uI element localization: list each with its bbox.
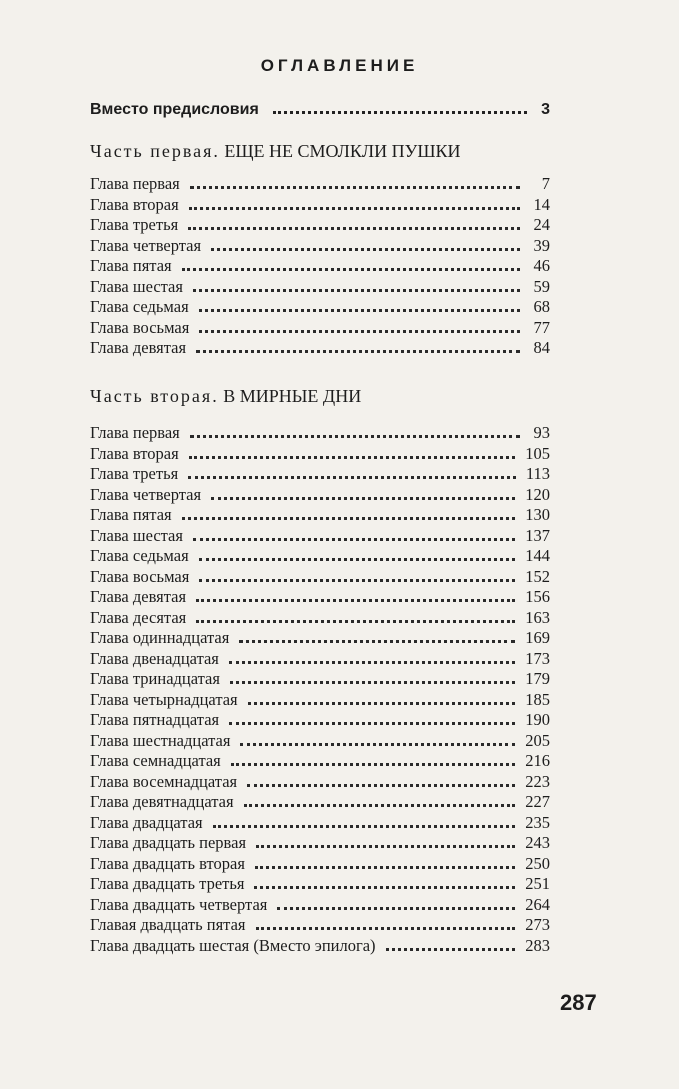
chapter-page: 190: [525, 710, 550, 729]
toc-entry: [90, 338, 550, 359]
chapter-name: Глава двенадцатая: [90, 648, 219, 668]
dot-leader: [196, 350, 520, 353]
chapter-name: Глава четвертая: [90, 484, 202, 504]
toc-entry: [90, 318, 550, 339]
chapter-name: Глава двадцать четвертая: [90, 894, 268, 914]
dot-leader: [182, 517, 516, 520]
dot-leader: [256, 845, 515, 848]
chapter-page: 77: [533, 317, 550, 337]
toc-entry: [90, 215, 550, 236]
dot-leader: [189, 456, 516, 459]
toc-entry: [90, 236, 550, 257]
chapter-name: Главая двадцать пятая: [90, 915, 246, 934]
chapter-name: Глава двадцать шестая (Вместо эпилога): [90, 935, 376, 955]
chapter-page: 273: [525, 915, 550, 934]
chapter-name: Глава четвертая: [90, 235, 202, 255]
chapter-page: 14: [533, 194, 550, 214]
dot-leader: [244, 804, 516, 807]
dot-leader: [196, 620, 515, 623]
chapter-page: 130: [525, 505, 550, 524]
chapter-name: Глава седьмая: [90, 546, 189, 565]
part-two-label: Часть вторая.: [90, 386, 219, 406]
toc-entry: [90, 710, 550, 731]
dot-leader: [247, 784, 515, 787]
chapter-page: 24: [533, 215, 550, 234]
toc-entry: [90, 587, 550, 608]
chapter-page: 105: [525, 443, 550, 463]
toc-entry: [90, 174, 550, 195]
chapter-page: 169: [525, 628, 550, 647]
toc-entry: [90, 485, 550, 506]
chapter-name: Глава восьмая: [90, 566, 190, 586]
chapter-page: 84: [533, 338, 550, 357]
chapter-name: Глава шестнадцатая: [90, 730, 231, 750]
toc-entry: [90, 567, 550, 588]
chapter-name: Глава восьмая: [90, 317, 190, 337]
toc-entry: [90, 256, 550, 277]
chapter-page: 163: [525, 607, 550, 627]
chapter-page: 152: [525, 566, 550, 586]
chapter-name: Глава седьмая: [90, 297, 189, 316]
chapter-name: Глава первая: [90, 423, 180, 442]
toc-entry: [90, 751, 550, 772]
part-two-heading: [90, 386, 361, 407]
dot-leader: [277, 907, 515, 910]
chapter-name: Глава первая: [90, 174, 180, 193]
dot-leader: [240, 743, 515, 746]
chapter-name: Глава пятнадцатая: [90, 710, 220, 729]
part-one-label: Часть первая.: [90, 141, 220, 161]
chapter-page: 235: [525, 812, 550, 832]
dot-leader: [188, 227, 520, 230]
dot-leader: [256, 927, 516, 930]
chapter-page: 173: [525, 648, 550, 668]
chapter-page: 113: [525, 464, 550, 483]
chapter-page: 250: [525, 853, 550, 873]
toc-entry: [90, 874, 550, 895]
chapter-page: 223: [525, 771, 550, 791]
dot-leader: [190, 186, 520, 189]
dot-leader: [188, 476, 516, 479]
chapter-page: 93: [533, 423, 550, 442]
dot-leader: [230, 681, 515, 684]
dot-leader: [239, 640, 515, 643]
dot-leader: [193, 289, 520, 292]
foreword-label: Вместо предисловия: [90, 101, 259, 118]
chapter-page: 39: [533, 235, 550, 255]
toc-entry: [90, 628, 550, 649]
toc-entry: [90, 649, 550, 670]
chapter-name: Глава семнадцатая: [90, 751, 221, 770]
dot-leader: [189, 207, 520, 210]
chapter-name: Глава девятая: [90, 338, 187, 357]
page-title: ОГЛАВЛЕНИЕ: [260, 56, 419, 75]
dot-leader: [255, 866, 515, 869]
chapter-page: 179: [525, 669, 550, 688]
toc-entry: [90, 297, 550, 318]
toc-entry: [90, 772, 550, 793]
dot-leader: [231, 763, 515, 766]
chapter-name: Глава вторая: [90, 194, 179, 214]
chapter-page: 46: [533, 256, 550, 275]
part-two-title: В МИРНЫЕ ДНИ: [223, 386, 362, 406]
part-one-title: ЕЩЕ НЕ СМОЛКЛИ ПУШКИ: [224, 141, 461, 161]
dot-leader: [229, 661, 515, 664]
chapter-name: Глава вторая: [90, 443, 179, 463]
chapter-name: Глава третья: [90, 215, 179, 234]
part-one-chapter-list: [90, 174, 550, 359]
dot-leader: [273, 111, 527, 114]
toc-entry: [90, 195, 550, 216]
chapter-page: 7: [541, 174, 550, 193]
chapter-name: Глава девятая: [90, 587, 187, 606]
chapter-page: 156: [525, 587, 550, 606]
dot-leader: [248, 702, 516, 705]
dot-leader: [193, 538, 515, 541]
toc-entry: [90, 546, 550, 567]
toc-entry: [90, 731, 550, 752]
chapter-name: Глава двадцать третья: [90, 874, 245, 893]
dot-leader: [199, 579, 515, 582]
chapter-page: 144: [525, 546, 550, 565]
chapter-page: 251: [525, 874, 550, 893]
chapter-page: 185: [525, 689, 550, 709]
page-number: 287: [560, 990, 597, 1015]
dot-leader: [199, 330, 520, 333]
foreword-entry: [90, 101, 550, 119]
chapter-page: 243: [525, 833, 550, 852]
chapter-name: Глава двадцать вторая: [90, 853, 245, 873]
toc-entry: [90, 895, 550, 916]
chapter-page: 283: [525, 935, 550, 955]
chapter-page: 137: [525, 525, 550, 545]
toc-entry: [90, 444, 550, 465]
dot-leader: [254, 886, 515, 889]
toc-entry: [90, 690, 550, 711]
toc-entry: [90, 792, 550, 813]
toc-entry: [90, 277, 550, 298]
chapter-name: Глава шестая: [90, 276, 183, 296]
chapter-page: 120: [525, 484, 550, 504]
foreword-page: 3: [541, 101, 550, 118]
chapter-name: Глава девятнадцатая: [90, 792, 234, 811]
toc-entry: [90, 608, 550, 629]
chapter-name: Глава тринадцатая: [90, 669, 220, 688]
dot-leader: [196, 599, 515, 602]
toc-entry: [90, 669, 550, 690]
dot-leader: [386, 948, 516, 951]
chapter-name: Глава третья: [90, 464, 179, 483]
toc-entry: [90, 915, 550, 936]
chapter-name: Глава пятая: [90, 505, 172, 524]
dot-leader: [211, 248, 520, 251]
chapter-name: Глава одиннадцатая: [90, 628, 230, 647]
chapter-name: Глава двадцатая: [90, 812, 203, 832]
chapter-page: 216: [525, 751, 550, 770]
chapter-page: 264: [525, 894, 550, 914]
toc-entry: [90, 526, 550, 547]
toc-entry: [90, 464, 550, 485]
chapter-page: 68: [533, 297, 550, 316]
chapter-name: Глава двадцать первая: [90, 833, 247, 852]
chapter-page: 59: [533, 276, 550, 296]
dot-leader: [199, 558, 516, 561]
dot-leader: [211, 497, 515, 500]
dot-leader: [190, 435, 520, 438]
chapter-page: 227: [525, 792, 550, 811]
chapter-name: Глава четырнадцатая: [90, 689, 238, 709]
chapter-name: Глава восемнадцатая: [90, 771, 238, 791]
toc-entry: [90, 505, 550, 526]
chapter-name: Глава пятая: [90, 256, 172, 275]
chapter-page: 205: [525, 730, 550, 750]
part-two-chapter-list: [90, 423, 550, 956]
chapter-name: Глава десятая: [90, 607, 187, 627]
toc-entry: [90, 813, 550, 834]
dot-leader: [213, 825, 516, 828]
toc-entry: [90, 936, 550, 957]
toc-entry: [90, 423, 550, 444]
chapter-name: Глава шестая: [90, 525, 183, 545]
toc-entry: [90, 833, 550, 854]
part-one-heading: [90, 141, 461, 162]
dot-leader: [199, 309, 520, 312]
toc-entry: [90, 854, 550, 875]
dot-leader: [182, 268, 520, 271]
dot-leader: [229, 722, 515, 725]
